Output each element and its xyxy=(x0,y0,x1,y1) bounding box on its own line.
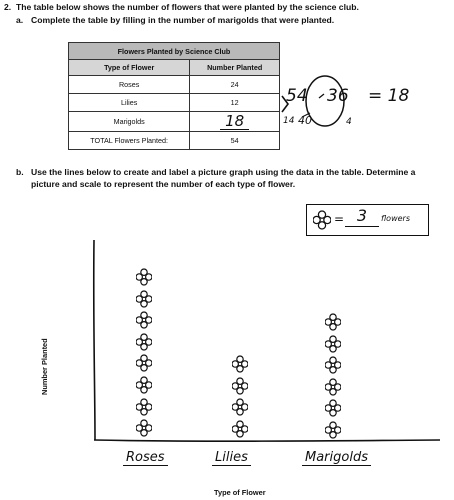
table-title: Flowers Planted by Science Club xyxy=(69,43,280,60)
flower-symbol-icon xyxy=(232,398,248,416)
flower-symbol-icon xyxy=(325,399,341,417)
total-value: 54 xyxy=(190,132,280,150)
work-minuend: 54 xyxy=(286,86,308,106)
work-regroup-ones: 4 xyxy=(346,117,352,127)
category-roses xyxy=(123,450,168,466)
marigolds-symbol-column xyxy=(325,313,341,443)
flower-symbol-icon xyxy=(136,376,152,394)
category-marigolds-text: Marigolds xyxy=(302,450,371,466)
lilies-symbol-column xyxy=(232,355,248,441)
table-header-type: Type of Flower xyxy=(69,60,190,76)
flower-symbol-icon xyxy=(136,419,152,437)
flower-symbol-icon xyxy=(325,421,341,439)
flower-symbol-icon xyxy=(232,355,248,373)
flower-symbol-icon xyxy=(325,335,341,353)
flower-symbol-icon xyxy=(232,377,248,395)
key-equals: = xyxy=(334,212,345,226)
roses-symbol-column xyxy=(136,268,152,441)
y-axis-label: Number Planted xyxy=(40,338,49,395)
total-label: TOTAL Flowers Planted: xyxy=(69,132,190,150)
row-count-lilies: 12 xyxy=(190,94,280,112)
row-type-marigolds: Marigolds xyxy=(69,112,190,132)
flower-symbol-icon xyxy=(136,398,152,416)
part-b-line-1: Use the lines below to create and label a picture graph using the data in the table. Determine a xyxy=(31,167,416,177)
flower-symbol-icon xyxy=(136,354,152,372)
category-marigolds xyxy=(302,450,371,466)
key-unit: flowers xyxy=(381,214,410,223)
part-b-line-2: picture and scale to represent the number of each type of flower. xyxy=(31,179,296,189)
row-type-roses: Roses xyxy=(69,76,190,94)
part-b-letter: b. xyxy=(16,167,24,177)
question-text: The table below shows the number of flowers that were planted by the science club. xyxy=(16,2,359,12)
flower-symbol-icon xyxy=(325,378,341,396)
work-result: = 18 xyxy=(368,86,410,106)
part-a-text: Complete the table by filling in the number of marigolds that were planted. xyxy=(31,15,335,25)
part-a-letter: a. xyxy=(16,15,24,25)
table-header-number: Number Planted xyxy=(190,60,280,76)
work-regroup-mark: 40 xyxy=(298,114,312,127)
flower-symbol-icon xyxy=(136,268,152,286)
flower-symbol-icon xyxy=(136,333,152,351)
row-type-lilies: Lilies xyxy=(69,94,190,112)
work-regroup-tens: 14 xyxy=(283,116,295,126)
work-subtrahend: 36 xyxy=(327,86,349,106)
flower-symbol-icon xyxy=(325,313,341,331)
category-lilies xyxy=(212,450,251,466)
flower-symbol-icon xyxy=(136,290,152,308)
flower-symbol-icon xyxy=(136,311,152,329)
x-axis-label: Type of Flower xyxy=(214,488,266,497)
marigold-answer: 18 xyxy=(220,114,249,130)
y-axis-line xyxy=(94,240,95,440)
question-number: 2. xyxy=(4,2,12,12)
flower-symbol-icon xyxy=(232,420,248,438)
key-value: 3 xyxy=(345,206,379,227)
flower-symbol-icon xyxy=(325,356,341,374)
category-lilies-text: Lilies xyxy=(212,450,251,466)
row-count-roses: 24 xyxy=(190,76,280,94)
category-roses-text: Roses xyxy=(123,450,168,466)
